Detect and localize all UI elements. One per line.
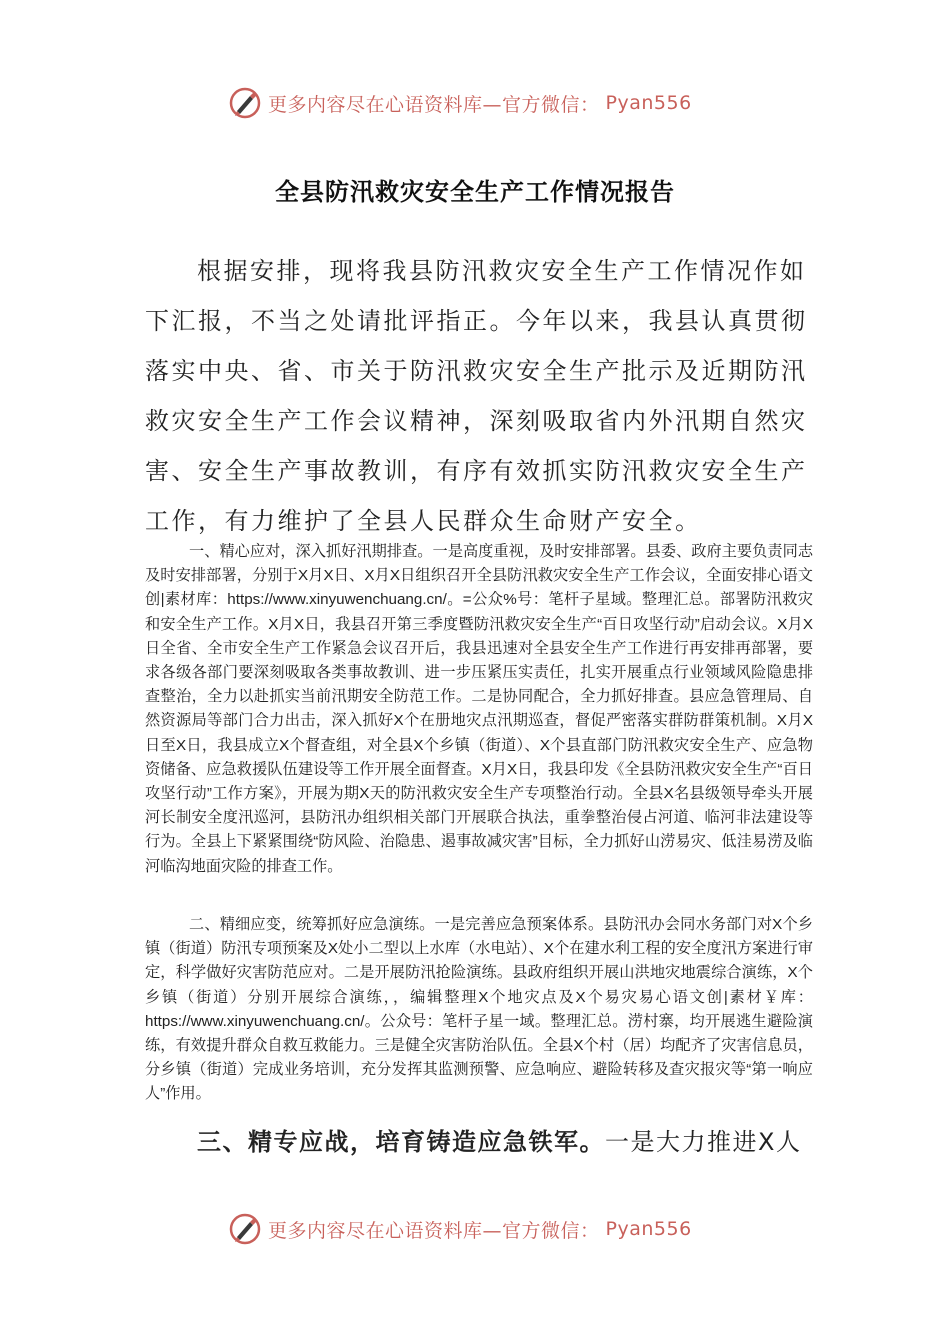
footer-banner	[228, 1212, 692, 1246]
pen-logo-icon	[228, 86, 262, 120]
intro-paragraph: 根据安排，现将我县防汛救灾安全生产工作情况作如下汇报，不当之处请批评指正。今年以来，我县认真贯彻落实中央、省、市关于防汛救灾安全生产批示及近期防汛救灾安全生产工作会议精神，深刻吸取省内外汛期自然灾害、安全生产事故教训，有序有效抓实防汛救灾安全生产工作，有力维护了全县人民群众生命财产安全。	[145, 257, 808, 535]
pen-logo-icon	[228, 1212, 262, 1246]
banner-wechat-id: Pyan556	[605, 92, 692, 114]
banner-text: 更多内容尽在心语资料库—官方微信：	[268, 1219, 600, 1242]
section-3-paragraph	[145, 1122, 825, 1162]
document-title: 全县防汛救灾安全生产工作情况报告	[275, 177, 675, 206]
banner-text: 更多内容尽在心语资料库—官方微信：	[268, 93, 600, 116]
section-1-paragraph: 一、精心应对，深入抓好汛期排查。一是高度重视，及时安排部署。县委、政府主要负责同志及时安排部署，分别于X月X日、X月X日组织召开全县防汛救灾安全生产工作会议，全面安排心语文创|素材库：https://www.xinyuwenchuang.cn/。=公众%号：笔杆子星域。整理汇总。部署防汛救灾和安全生产工作。X月X日，我县召开第三季度暨防汛救灾安全生产“百日攻坚行动”启动会议。X月X日全省、全市安全生产工作紧急会议召开后，我县迅速对全县安全生产工作进行再安排再部署，要求各级各部门要深刻吸取各类事故教训、进一步压紧压实责任，扎实开展重点行业领域风险隐患排查整治，全力以赴抓实当前汛期安全防范工作。二是协同配合，全力抓好排查。县应急管理局、自然资源局等部门合力出击，深入抓好X个在册地灾点汛期巡查，督促严密落实群防群策机制。X月X日至X日，我县成立X个督查组，对全县X个乡镇（街道）、X个县直部门防汛救灾安全生产、应急物资储备、应急救援队伍建设等工作开展全面督查。X月X日，我县印发《全县防汛救灾安全生产“百日攻坚行动”工作方案》，开展为期X天的防汛救灾安全生产专项整治行动。全县X名县级领导牵头开展河长制安全度汛巡河，县防汛办组织相关部门开展联合执法，重拳整治侵占河道、临河非法建设等行为。全县上下紧紧围绕“防风险、治隐患、遏事故减灾害”目标，全力抓好山涝易灾、低洼易涝及临河临沟地面灾险的排查工作。	[145, 543, 813, 875]
section-2-paragraph: 二、精细应变，统筹抓好应急演练。一是完善应急预案体系。县防汛办会同水务部门对X个乡镇（街道）防汛专项预案及X处小二型以上水库（水电站）、X个在建水利工程的安全度汛方案进行审定，科学做好灾害防范应对。二是开展防汛抢险演练。县政府组织开展山洪地灾地震综合演练，X个乡镇（街道）分别开展综合演练，，编辑整理X个地灾点及X个易灾易心语文创|素材￥库：https://www.xinyuwenchuang.cn/。公众号：笔杆子星一域。整理汇总。涝村寨，均开展逃生避险演练，有效提升群众自救互救能力。三是健全灾害防治队伍。全县X个村（居）均配齐了灾害信息员，分乡镇（街道）完成业务培训，充分发挥其监测预警、应急响应、避险转移及查灾报灾等“第一响应人”作用。	[145, 916, 813, 1103]
header-banner	[228, 86, 692, 120]
banner-wechat-id: Pyan556	[605, 1218, 692, 1240]
section-3-heading: 三、精专应战，培育铸造应急铁军。	[197, 1128, 605, 1156]
section-3-text: 一是大力推进X人	[605, 1128, 802, 1156]
